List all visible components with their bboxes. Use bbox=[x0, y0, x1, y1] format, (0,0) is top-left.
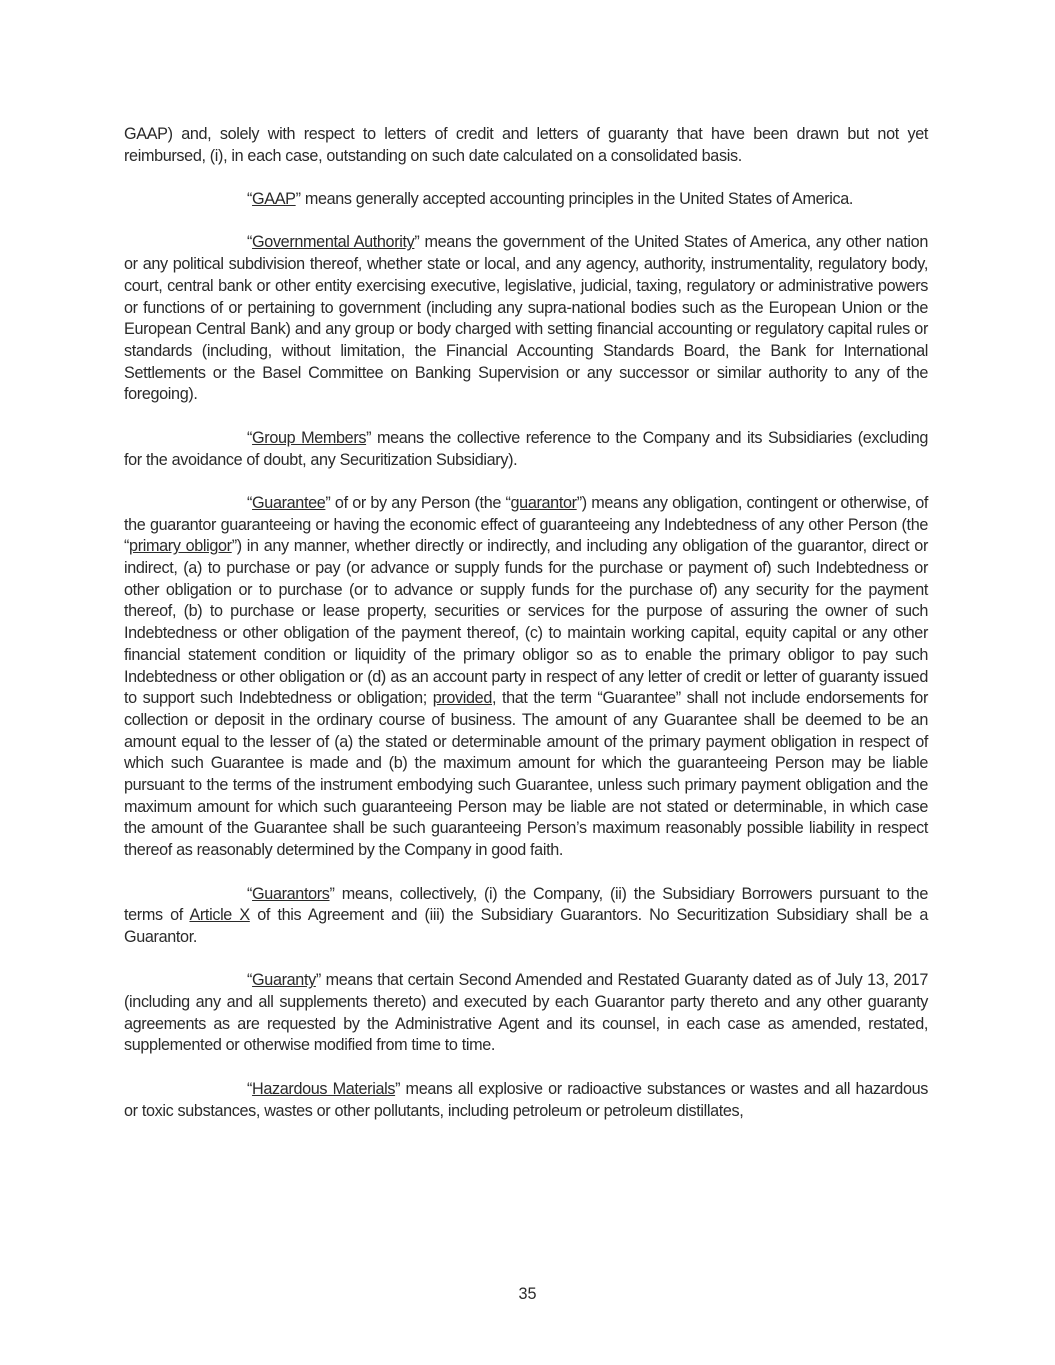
open-quote: “ bbox=[247, 190, 253, 209]
definition-gaap bbox=[124, 189, 928, 211]
open-quote: “ bbox=[247, 233, 253, 252]
defined-term: Guarantee bbox=[252, 493, 326, 512]
definition-guarantee bbox=[124, 493, 928, 862]
definition-guaranty bbox=[124, 970, 928, 1057]
defined-term: Governmental Authority bbox=[252, 233, 415, 252]
open-quote: “ bbox=[247, 1079, 253, 1098]
definition-text: , that the term “Guarantee” shall not include endorsements for collection or deposit in the ordinary course of business. The amount of any Guarantee shall be deemed to be an amount equal to the lesser of (a) the stated or determinable amount of the primary payment obligation in respect of which such Guarantee is made and (b) the maximum amount for which the guaranteeing Person may be liable pursuant to the terms of the instrument embodying such Guarantee, unless such primary payment obligation and the maximum amount for which such guaranteeing Person may be liable are not stated or determinable, in which case the amount of the Guarantee shall be such guaranteeing Person’s maximum reasonably possible liability in respect thereof as reasonably determined by the Company in good faith. bbox=[124, 689, 928, 860]
definition-text: ” means the collective reference to the Company and its Subsidiaries (excluding for the avoidance of doubt, any Securitization Subsidiary). bbox=[124, 428, 929, 469]
defined-term: provided bbox=[432, 689, 492, 708]
paragraph-text: GAAP) and, solely with respect to letters of credit and letters of guaranty that have been drawn but not yet reimbursed, (i), in each case, outstanding on such date calculated on a consolidated basis. bbox=[124, 125, 928, 165]
open-quote: “ bbox=[247, 428, 253, 447]
defined-term: Guaranty bbox=[252, 971, 316, 990]
document-body bbox=[124, 124, 928, 1144]
definition-group-members bbox=[124, 428, 928, 471]
defined-term: GAAP bbox=[252, 190, 296, 209]
definition-text: ” means, collectively, (i) the Company, (ii) the Subsidiary Borrowers pursuant to the terms of bbox=[124, 884, 928, 925]
definition-text: ”) means any obligation, contingent or otherwise, of the guarantor guaranteeing or having the economic effect of guaranteeing any Indebtedness of any other Person (the “ bbox=[124, 493, 928, 556]
definition-governmental-authority bbox=[124, 232, 928, 406]
definition-text: of this Agreement and (iii) the Subsidiary Guarantors. No Securitization Subsidiary shall be a Guarantor. bbox=[124, 906, 929, 946]
open-quote: “ bbox=[247, 971, 253, 990]
definition-guarantors bbox=[124, 884, 928, 949]
paragraph-gaap-continuation bbox=[124, 124, 928, 167]
defined-term: Guarantors bbox=[252, 884, 330, 903]
definition-text: ” means that certain Second Amended and Restated Guaranty dated as of July 13, 2017 (including any and all supplements thereto) and executed by each Guarantor party thereto and any other guaranty agreements as are requested by the Administrative Agent and its counsel, in each case as amended, restated, supplemented or otherwise modified from time to time. bbox=[124, 971, 928, 1055]
defined-term: guarantor bbox=[510, 493, 577, 512]
open-quote: “ bbox=[247, 493, 253, 512]
page-number: 35 bbox=[518, 1285, 537, 1303]
definition-text: ” means generally accepted accounting principles in the United States of America. bbox=[295, 190, 854, 209]
cross-reference: Article X bbox=[189, 906, 250, 925]
definition-hazardous-materials bbox=[124, 1079, 928, 1122]
defined-term: Group Members bbox=[252, 428, 367, 447]
definition-text: ” means the government of the United States of America, any other nation or any political subdivision thereof, whether state or local, and any agency, authority, instrumentality, regulatory body, court, central bank or other entity exercising executive, legislative, judicial, taxing, regulatory or administrative powers or functions of or pertaining to government (including any supra-national bodies such as the European Union or the European Central Bank) and any group or body charged with setting financial accounting or regulatory capital rules or standards (including, without limitation, the Financial Accounting Standards Board, the Bank for International Settlements or the Basel Committee on Banking Supervision or any successor or similar authority to any of the foregoing). bbox=[124, 233, 928, 404]
defined-term: Hazardous Materials bbox=[252, 1079, 396, 1098]
definition-text: ” of or by any Person (the “ bbox=[325, 493, 511, 512]
open-quote: “ bbox=[247, 884, 253, 903]
defined-term: primary obligor bbox=[129, 537, 232, 556]
definition-text: ”) in any manner, whether directly or indirectly, and including any obligation of the guarantor, direct or indirect, (a) to purchase or pay (or advance or supply funds for the purchase or payment of) such Indebtedness or other obligation or to purchase (or to advance or supply funds for the purchase of) any security for the payment thereof, (b) to purchase or lease property, securities or services for the purpose of assuring the owner of such Indebtedness or other obligation of the payment thereof, (c) to maintain working capital, equity capital or any other financial statement condition or liquidity of the primary obligor so as to enable the primary obligor to pay such Indebtedness or other obligation or (d) as an account party in respect of any letter of credit or letter of guaranty issued to support such Indebtedness or obligation; bbox=[124, 537, 928, 708]
definition-text: ” means all explosive or radioactive substances or wastes and all hazardous or toxic substances, wastes or other pollutants, including petroleum or petroleum distillates, bbox=[124, 1079, 929, 1120]
